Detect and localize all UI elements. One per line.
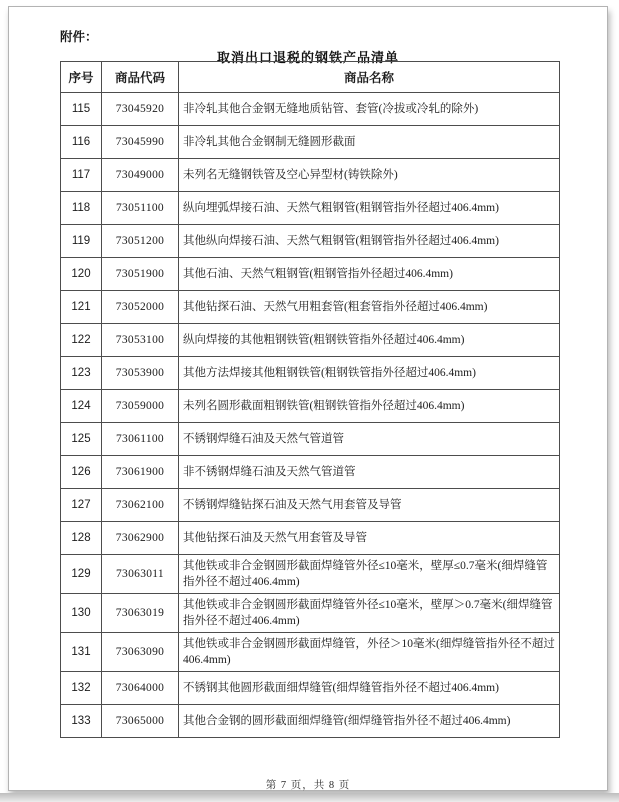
- commodity-name-cell: 其他铁或非合金钢圆形截面焊缝管，外径＞10毫米(细焊缝管指外径不超过406.4mm): [179, 633, 560, 672]
- commodity-name-cell: 未列名无缝钢铁管及空心异型材(铸铁除外): [179, 159, 560, 192]
- commodity-name-cell: 其他合金钢的圆形截面细焊缝管(细焊缝管指外径不超过406.4mm): [179, 705, 560, 738]
- page-bottom-shadow: [0, 793, 619, 802]
- commodity-code-cell: 73062900: [102, 522, 179, 555]
- serial-cell: 125: [61, 423, 102, 456]
- table-row: [61, 522, 560, 555]
- commodity-code-cell: 73049000: [102, 159, 179, 192]
- table-row: [61, 291, 560, 324]
- commodity-code-cell: 73053900: [102, 357, 179, 390]
- serial-cell: 124: [61, 390, 102, 423]
- serial-cell: 120: [61, 258, 102, 291]
- table-row: [61, 126, 560, 159]
- commodity-name-cell: 其他纵向焊接石油、天然气粗钢管(粗钢管指外径超过406.4mm): [179, 225, 560, 258]
- commodity-name-cell: 纵向埋弧焊接石油、天然气粗钢管(粗钢管指外径超过406.4mm): [179, 192, 560, 225]
- commodity-name-cell: 纵向焊接的其他粗钢铁管(粗钢铁管指外径超过406.4mm): [179, 324, 560, 357]
- header-row: [61, 62, 560, 93]
- commodity-name-cell: 其他钻探石油、天然气用粗套管(粗套管指外径超过406.4mm): [179, 291, 560, 324]
- table-row: [61, 423, 560, 456]
- commodity-code-cell: 73053100: [102, 324, 179, 357]
- commodity-name-cell: 不锈钢焊缝石油及天然气管道管: [179, 423, 560, 456]
- serial-cell: 121: [61, 291, 102, 324]
- serial-cell: 130: [61, 594, 102, 633]
- table-row: [61, 456, 560, 489]
- commodity-name-cell: 未列名圆形截面粗钢铁管(粗钢铁管指外径超过406.4mm): [179, 390, 560, 423]
- table-row: [61, 705, 560, 738]
- commodity-code-cell: 73061900: [102, 456, 179, 489]
- serial-cell: 127: [61, 489, 102, 522]
- column-header-name: 商品名称: [179, 62, 560, 93]
- column-header-code: 商品代码: [102, 62, 179, 93]
- table-header: [61, 62, 560, 93]
- serial-cell: 117: [61, 159, 102, 192]
- table-row: [61, 672, 560, 705]
- table-row: [61, 192, 560, 225]
- commodity-name-cell: 其他钻探石油及天然气用套管及导管: [179, 522, 560, 555]
- serial-cell: 116: [61, 126, 102, 159]
- commodity-name-cell: 非冷轧其他合金钢无缝地质钻管、套管(冷拔或冷轧的除外): [179, 93, 560, 126]
- attachment-label: 附件：: [60, 30, 98, 44]
- table-body: [61, 93, 560, 738]
- page-number-footer: 第 7 页，共 8 页: [265, 780, 351, 791]
- commodity-name-cell: 其他铁或非合金钢圆形截面焊缝管外径≤10毫米，壁厚≤0.7毫米(细焊缝管指外径不超过406.4mm): [179, 555, 560, 594]
- commodity-code-cell: 73045920: [102, 93, 179, 126]
- commodity-code-cell: 73051200: [102, 225, 179, 258]
- serial-cell: 133: [61, 705, 102, 738]
- commodity-code-cell: 73051100: [102, 192, 179, 225]
- document-page: [8, 6, 608, 791]
- serial-cell: 123: [61, 357, 102, 390]
- commodity-code-cell: 73051900: [102, 258, 179, 291]
- commodity-code-cell: 73062100: [102, 489, 179, 522]
- serial-cell: 132: [61, 672, 102, 705]
- commodity-code-cell: 73063019: [102, 594, 179, 633]
- serial-cell: 131: [61, 633, 102, 672]
- commodity-code-cell: 73059000: [102, 390, 179, 423]
- serial-cell: 122: [61, 324, 102, 357]
- commodity-code-cell: 73065000: [102, 705, 179, 738]
- commodity-code-cell: 73052000: [102, 291, 179, 324]
- commodity-name-cell: 其他方法焊接其他粗钢铁管(粗钢铁管指外径超过406.4mm): [179, 357, 560, 390]
- table-row: [61, 258, 560, 291]
- commodity-name-cell: 非冷轧其他合金钢制无缝圆形截面: [179, 126, 560, 159]
- serial-cell: 129: [61, 555, 102, 594]
- commodity-name-cell: 非不锈钢焊缝石油及天然气管道管: [179, 456, 560, 489]
- table-row: [61, 225, 560, 258]
- table-row: [61, 357, 560, 390]
- serial-cell: 126: [61, 456, 102, 489]
- commodity-code-cell: 73061100: [102, 423, 179, 456]
- table-row: [61, 594, 560, 633]
- serial-cell: 115: [61, 93, 102, 126]
- table-row: [61, 489, 560, 522]
- commodity-name-cell: 其他铁或非合金钢圆形截面焊缝管外径≤10毫米，壁厚＞0.7毫米(细焊缝管指外径不超过406.4mm): [179, 594, 560, 633]
- commodity-code-cell: 73045990: [102, 126, 179, 159]
- column-header-serial: 序号: [61, 62, 102, 93]
- commodity-name-cell: 其他石油、天然气粗钢管(粗钢管指外径超过406.4mm): [179, 258, 560, 291]
- table-row: [61, 555, 560, 594]
- serial-cell: 119: [61, 225, 102, 258]
- commodity-code-cell: 73064000: [102, 672, 179, 705]
- table-row: [61, 324, 560, 357]
- page-title: 取消出口退税的钢铁产品清单: [216, 50, 399, 65]
- commodity-name-cell: 不锈钢其他圆形截面细焊缝管(细焊缝管指外径不超过406.4mm): [179, 672, 560, 705]
- commodity-code-cell: 73063090: [102, 633, 179, 672]
- table-row: [61, 159, 560, 192]
- commodity-code-cell: 73063011: [102, 555, 179, 594]
- table-row: [61, 93, 560, 126]
- products-table: [60, 61, 560, 738]
- table-row: [61, 390, 560, 423]
- table-row: [61, 633, 560, 672]
- commodity-name-cell: 不锈钢焊缝钻探石油及天然气用套管及导管: [179, 489, 560, 522]
- serial-cell: 118: [61, 192, 102, 225]
- serial-cell: 128: [61, 522, 102, 555]
